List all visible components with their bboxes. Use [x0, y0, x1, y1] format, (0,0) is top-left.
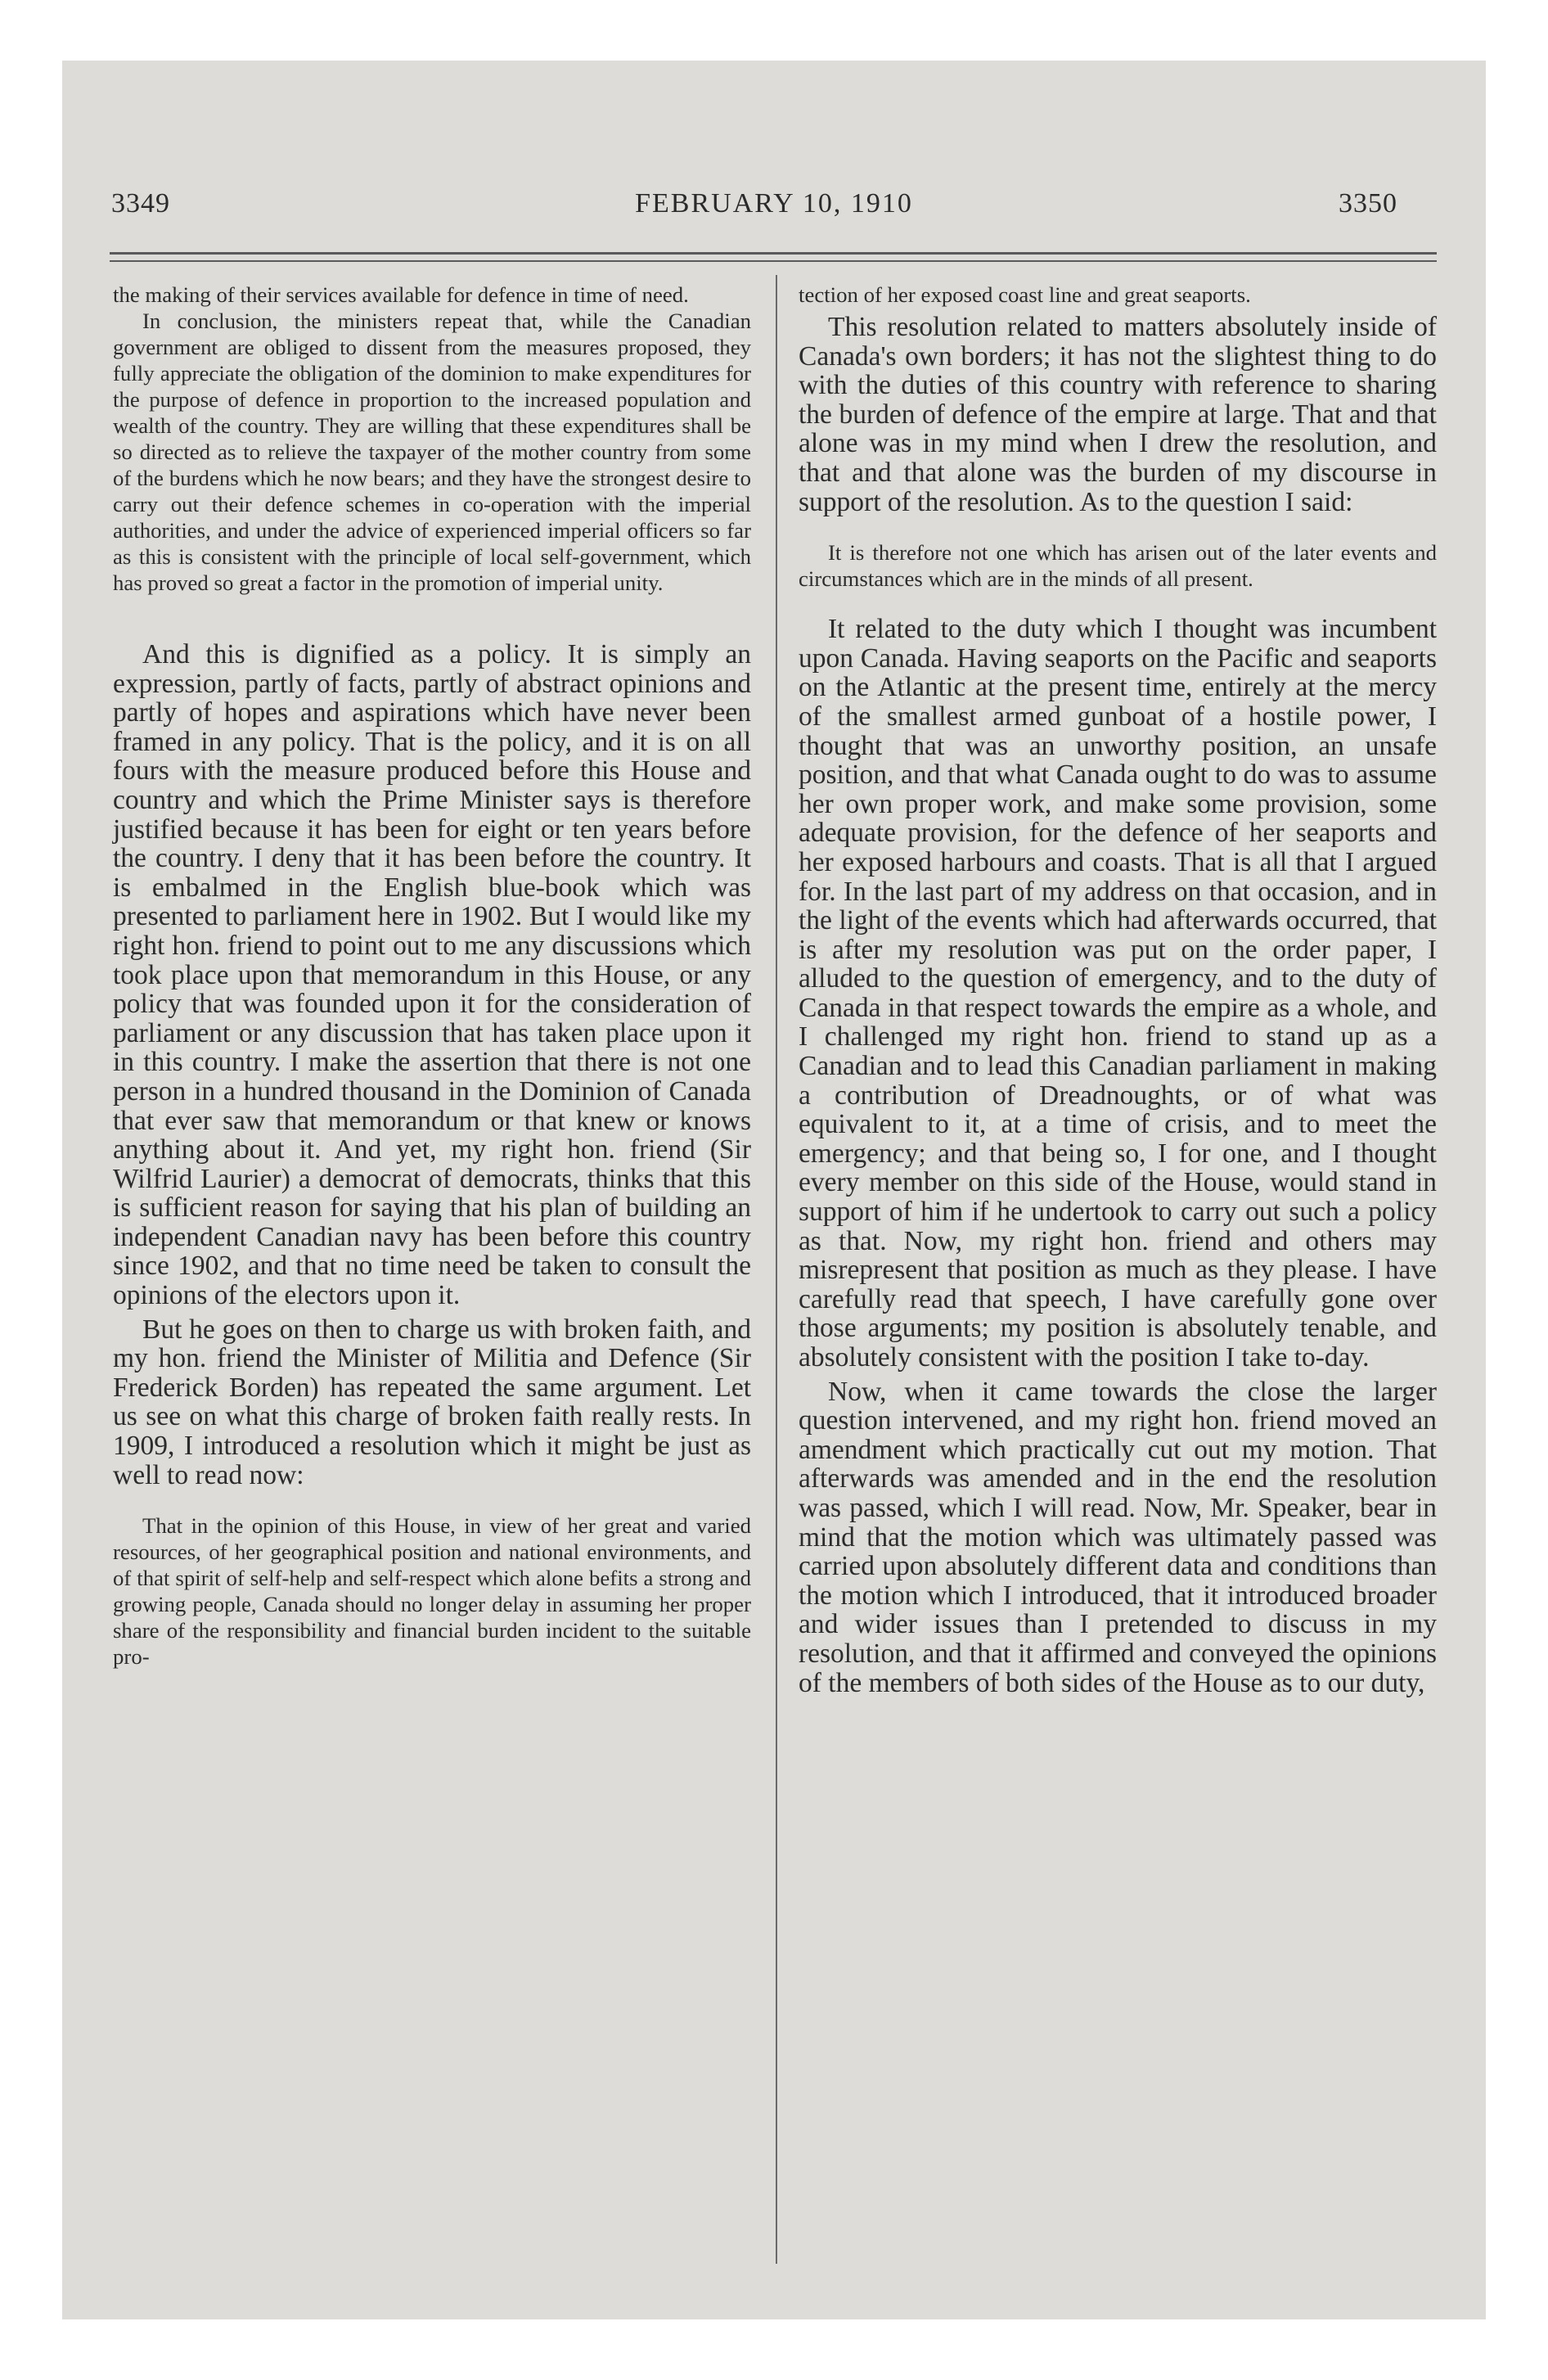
- page-number-left: 3349: [111, 188, 170, 219]
- header-rule-thin: [110, 260, 1437, 262]
- quote-continuation: tection of her exposed coast line and great seaports.: [799, 282, 1251, 307]
- left-column: [113, 282, 751, 1670]
- header-rule: [110, 252, 1437, 255]
- page-date: FEBRUARY 10, 1910: [635, 188, 913, 219]
- scanned-page: [62, 61, 1486, 2319]
- quote-continuation: the making of their services available for defence in time of need.: [113, 282, 689, 307]
- body-paragraph: But he goes on then to charge us with broken faith, and my hon. friend the Minister of Militia and Defence (Sir Frederick Borden) has repeated the same argument. Let us see on what this charge of broken faith really rests. In 1909, I introduced a resolution which it might be just as well to read now:: [113, 1314, 751, 1490]
- page-number-right: 3350: [1339, 188, 1397, 219]
- quoted-resolution: That in the opinion of this House, in view of her great and varied resources, of her geographical position and national environments, and of that spirit of self-help and self-respect which alone befits a strong and growing people, Canada should no longer delay in assuming her proper share of the responsibility and financial burden incident to the suitable pro-: [113, 1513, 751, 1670]
- body-paragraph: It related to the duty which I thought was incumbent upon Canada. Having seaports on the Pacific and seaports on the Atlantic at the present time, entirely at the mercy of the smallest armed gunboat of a hostile power, I thought that was an unworthy position, an unsafe position, and that what Canada ought to do was to assume her own proper work, and make some provision, some adequate provision, for the defence of her seaports and her exposed harbours and coasts. That is all that I argued for. In the last part of my address on that occasion, and in the light of the events which had afterwards occurred, that is after my resolution was put on the order paper, I alluded to the question of emergency, and to the duty of Canada in that respect towards the empire as a whole, and I challenged my right hon. friend to stand up as a Canadian and to lead this Canadian parliament in making a contribution of Dreadnoughts, or of what was equivalent to it, at a time of crisis, and to meet the emergency; and that being so, I for one, and I thought every member on this side of the House, would stand in support of him if he undertook to carry out such a policy as that. Now, my right hon. friend and others may misrepresent that position as much as they please. I have carefully read that speech, I have carefully gone over those arguments; my position is absolutely tenable, and absolutely consistent with the position I take to-day.: [799, 614, 1437, 1373]
- body-paragraph: And this is dignified as a policy. It is simply an expression, partly of facts, partly of abstract opinions and partly of hopes and aspirations which have never been framed in any policy. That is the policy, and it is on all fours with the measure produced before this House and country and which the Prime Minister says is therefore justified because it has been for eight or ten years before the country. I deny that it has been before the country. It is embalmed in the English blue-book which was presented to parliament here in 1902. But I would like my right hon. friend to point out to me any discussions which took place upon that memorandum in this House, or any policy that was founded upon it for the consideration of parliament or any discussion that has taken place upon it in this country. I make the assertion that there is not one person in a hundred thousand in the Dominion of Canada that ever saw that memorandum or that knew or knows anything about it. And yet, my right hon. friend (Sir Wilfrid Laurier) a democrat of democrats, thinks that this is sufficient reason for saying that his plan of building an independent Canadian navy has been before this country since 1902, and that no time need be taken to consult the opinions of the electors upon it.: [113, 639, 751, 1311]
- quoted-paragraph: In conclusion, the ministers repeat that, while the Canadian government are obliged to dissent from the measures proposed, they fully appreciate the obligation of the dominion to make expenditures for the purpose of defence in proportion to the increased population and wealth of the country. They are willing that these expenditures shall be so directed as to relieve the taxpayer of the mother country from some of the burdens which he now bears; and they have the strongest desire to carry out their defence schemes in co-operation with the imperial authorities, and under the advice of experienced imperial officers so far as this is consistent with the principle of local self-government, which has proved so great a factor in the promotion of imperial unity.: [113, 309, 751, 595]
- right-column: [799, 282, 1437, 1697]
- quoted-paragraph: It is therefore not one which has arisen out of the later events and circumstances which are in the minds of all present.: [799, 540, 1437, 592]
- body-paragraph: This resolution related to matters absolutely inside of Canada's own borders; it has not the slightest thing to do with the duties of this country with reference to sharing the burden of defence of the empire at large. That and that alone was in my mind when I drew the resolution, and that and that alone was the burden of my discourse in support of the resolution. As to the question I said:: [799, 312, 1437, 517]
- column-divider: [776, 275, 777, 2264]
- body-paragraph: Now, when it came towards the close the larger question intervened, and my right hon. friend moved an amendment which practically cut out my motion. That afterwards was amended and in the end the resolution was passed, which I will read. Now, Mr. Speaker, bear in mind that the motion which was ultimately passed was carried upon absolutely different data and conditions than the motion which I introduced, that it introduced broader and wider issues than I pretended to discuss in my resolution, and that it affirmed and conveyed the opinions of the members of both sides of the House as to our duty,: [799, 1376, 1437, 1698]
